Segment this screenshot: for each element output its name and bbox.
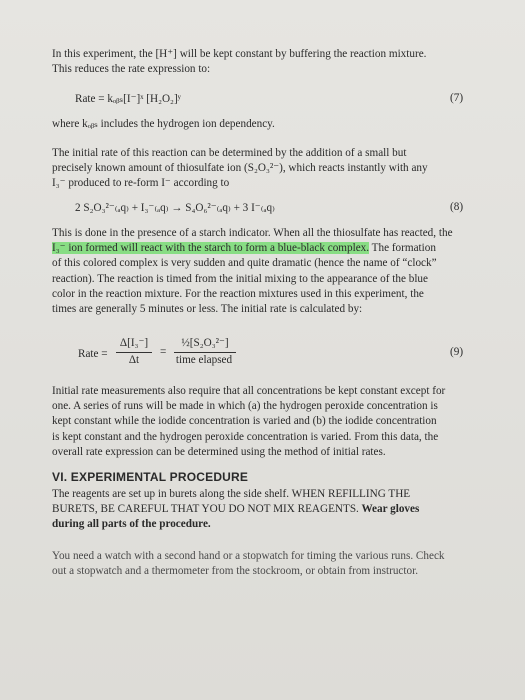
- text-line: reaction). The reaction is timed from the initial mixing to the appearance of the blue: [52, 272, 428, 285]
- fraction-bar: [174, 352, 236, 353]
- paragraph-starch-indicator: [52, 226, 472, 317]
- equation-number: (9): [450, 346, 464, 358]
- eq9-lhs: Rate =: [78, 348, 108, 360]
- text-line: kept constant while the iodide concentration is varied and (b) the iodide concentration: [52, 415, 437, 428]
- eq9-equals: =: [160, 346, 167, 358]
- text-line: You need a watch with a second hand or a stopwatch for timing the various runs. Check: [52, 550, 445, 562]
- text-line: The initial rate of this reaction can be determined by the addition of a small but: [52, 147, 407, 159]
- text-line: color in the reaction mixture. For the reaction mixtures used in this experiment, the: [52, 287, 424, 300]
- paragraph-stopwatch: [52, 549, 472, 579]
- text-line: precisely known amount of thiosulfate ion (S₂O₃²⁻), which reacts instantly with any: [52, 162, 428, 175]
- text-line: one. A series of runs will be made in which (a) the hydrogen peroxide concentration is: [52, 400, 438, 413]
- equation-number: (8): [450, 201, 464, 213]
- highlighted-text: I₃⁻ ion formed will react with the starch to form a blue-black complex.: [52, 242, 370, 255]
- text-line: Initial rate measurements also require that all concentrations be kept constant except for: [52, 385, 446, 397]
- text-span: BURETS, BE CAREFUL THAT YOU DO NOT MIX REAGENTS.: [52, 503, 359, 516]
- paragraph-initial-rate-measurements: [52, 384, 472, 460]
- text-line: This reduces the rate expression to:: [52, 63, 211, 76]
- text-line: The reagents are set up in burets along the side shelf. WHEN REFILLING THE: [52, 488, 411, 500]
- text-line: This is done in the presence of a starch indicator. When all the thiosulfate has reacted, the: [52, 227, 453, 239]
- text-line: overall rate expression can be determined using the method of initial rates.: [52, 445, 386, 458]
- text-line: times are generally 5 minutes or less. The initial rate is calculated by:: [52, 303, 363, 316]
- where-line: where kₒᵦₛ includes the hydrogen ion dependency.: [52, 118, 275, 130]
- paragraph-procedure: [52, 487, 472, 533]
- bold-text: during all parts of the procedure.: [52, 518, 211, 531]
- eq9-numerator-2: ½[S₂O₃²⁻]: [181, 337, 229, 349]
- text-line: of this colored complex is very sudden and quite dramatic (hence the name of “clock”: [52, 257, 437, 270]
- bold-text: Wear gloves: [358, 503, 420, 516]
- paragraph-initial-rate: [52, 146, 472, 192]
- paragraph-intro: [52, 47, 472, 77]
- text-line: [52, 502, 472, 517]
- eq9-numerator-1: Δ[I₃⁻]: [119, 337, 149, 349]
- equation-7: Rate = kₒᵦₛ[I⁻]ˣ [H₂O₂]ʸ: [75, 93, 181, 105]
- equation-number: (7): [450, 92, 464, 104]
- equation-8: 2 S₂O₃²⁻₍ₐq₎ + I₃⁻₍ₐq₎ → S₄O₆²⁻₍ₐq₎ + 3 I⁻₍ₐq₎: [75, 202, 275, 214]
- text-line: out a stopwatch and a thermometer from the stockroom, or obtain from instructor.: [52, 565, 418, 578]
- text-line: is kept constant and the hydrogen peroxide concentration is varied. From this data, the: [52, 430, 439, 443]
- text-span: The formation: [369, 242, 436, 255]
- eq9-denominator-1: Δt: [128, 354, 140, 366]
- eq9-denominator-2: time elapsed: [175, 354, 233, 366]
- text-line: In this experiment, the [H⁺] will be kept constant by buffering the reaction mixture.: [52, 48, 427, 60]
- section-heading: VI. EXPERIMENTAL PROCEDURE: [52, 470, 249, 484]
- fraction-bar: [116, 352, 152, 353]
- text-line: I₃⁻ produced to re-form I⁻ according to: [52, 177, 230, 190]
- text-line: [52, 241, 472, 256]
